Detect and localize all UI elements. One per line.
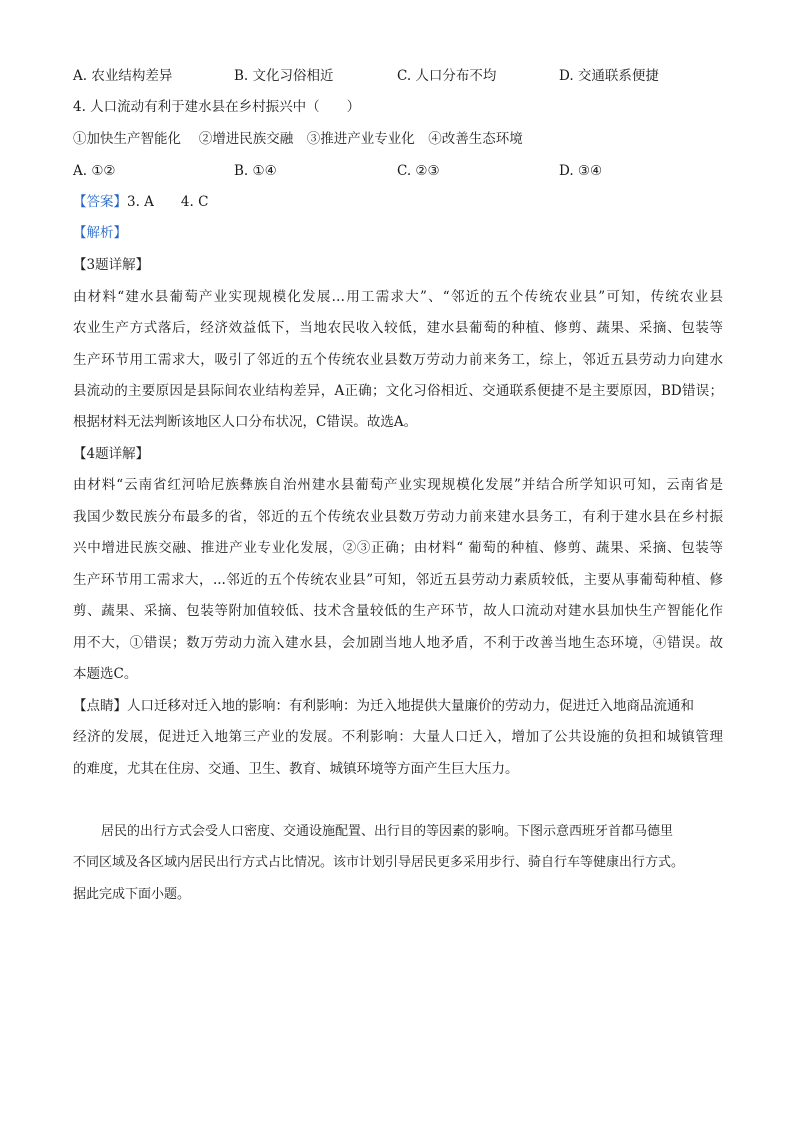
- detail4-line: 我国少数民族分布最多的省，邻近的五个传统农业县数万劳动力前来建水县务工，有利于建水县在乡村振: [73, 509, 723, 525]
- intro-line: 据此完成下面小题。: [73, 887, 191, 902]
- detail4-line: 剪、蔬果、采摘、包装等附加值较低、技术含量较低的生产环节，故人口流动对建水县加快生产智能化作: [73, 603, 723, 619]
- detail4-line: 用不大，①错误；数万劳动力流入建水县，会加剧当地人地矛盾，不利于改善当地生态环境，④错误。故: [73, 635, 723, 651]
- detail3-line: 县流动的主要原因是县际间农业结构差异，A正确；文化习俗相近、交通联系便捷不是主要原因，BD错误；: [73, 383, 723, 399]
- q4-items: ①加快生产智能化 ②增进民族交融 ③推进产业专业化 ④改善生态环境: [73, 131, 523, 147]
- detail3-line: 根据材料无法判断该地区人口分布状况，C错误。故选A。: [73, 414, 418, 430]
- detail3-line: 农业生产方式落后，经济效益低下，当地农民收入较低，建水县葡萄的种植、修剪、蔬果、采摘、包装等: [73, 320, 723, 336]
- answer-label: 【答案】: [73, 194, 127, 210]
- answer-line: [73, 193, 723, 211]
- dianjing-label: 【点睛】: [73, 698, 127, 714]
- dianjing-line: [73, 697, 723, 715]
- dianjing-text: 人口迁移对迁入地的影响：有利影响：为迁入地提供大量廉价的劳动力，促进迁入地商品流通和: [127, 698, 694, 714]
- intro-line: 居民的出行方式会受人口密度、交通设施配置、出行目的等因素的影响。下图示意西班牙首都马德里: [101, 824, 674, 839]
- q4-stem: 4. 人口流动有利于建水县在乡村振兴中（ ）: [73, 99, 361, 115]
- q4-option-d: D. ③④: [559, 163, 603, 179]
- answer-text: 3. A 4. C: [127, 194, 209, 210]
- detail4-line: 生产环节用工需求大，...邻近的五个传统农业县”可知，邻近五县劳动力素质较低，主要从事葡萄种植、修: [73, 572, 723, 588]
- detail4-line: 本题选C。: [73, 666, 138, 682]
- q3-option-a: A. 农业结构差异: [73, 68, 173, 84]
- dianjing-line: 的难度，尤其在住房、交通、卫生、教育、城镇环境等方面产生巨大压力。: [73, 761, 519, 777]
- detail4-line: 由材料“云南省红河哈尼族彝族自治州建水县葡萄产业实现规模化发展”并结合所学知识可知，云南省是: [73, 477, 723, 493]
- q3-option-c: C. 人口分布不均: [397, 68, 497, 84]
- detail3-line: 生产环节用工需求大，吸引了邻近的五个传统农业县数万劳动力前来务工，综上，邻近五县劳动力向建水: [73, 352, 723, 368]
- intro-line: 不同区域及各区域内居民出行方式占比情况。该市计划引导居民更多采用步行、骑自行车等健康出行方式。: [73, 855, 685, 870]
- detail4-heading: 【4题详解】: [73, 446, 150, 462]
- detail3-line: 由材料“建水县葡萄产业实现规模化发展…用工需求大”、“邻近的五个传统农业县”可知，传统农业县: [73, 289, 723, 305]
- detail4-line: 兴中增进民族交融、推进产业专业化发展，②③正确；由材料“ 葡萄的种植、修剪、蔬果、采摘、包装等: [73, 540, 723, 556]
- detail3-heading: 【3题详解】: [73, 257, 150, 273]
- dianjing-line: 经济的发展，促进迁入地第三产业的发展。不利影响：大量人口迁入，增加了公共设施的负担和城镇管理: [73, 729, 723, 745]
- q3-option-d: D. 交通联系便捷: [559, 68, 659, 84]
- q3-option-b: B. 文化习俗相近: [234, 68, 334, 84]
- analysis-label: 【解析】: [73, 225, 127, 241]
- q4-option-c: C. ②③: [397, 163, 440, 179]
- q4-option-a: A. ①②: [73, 163, 116, 179]
- q4-option-b: B. ①④: [234, 163, 277, 179]
